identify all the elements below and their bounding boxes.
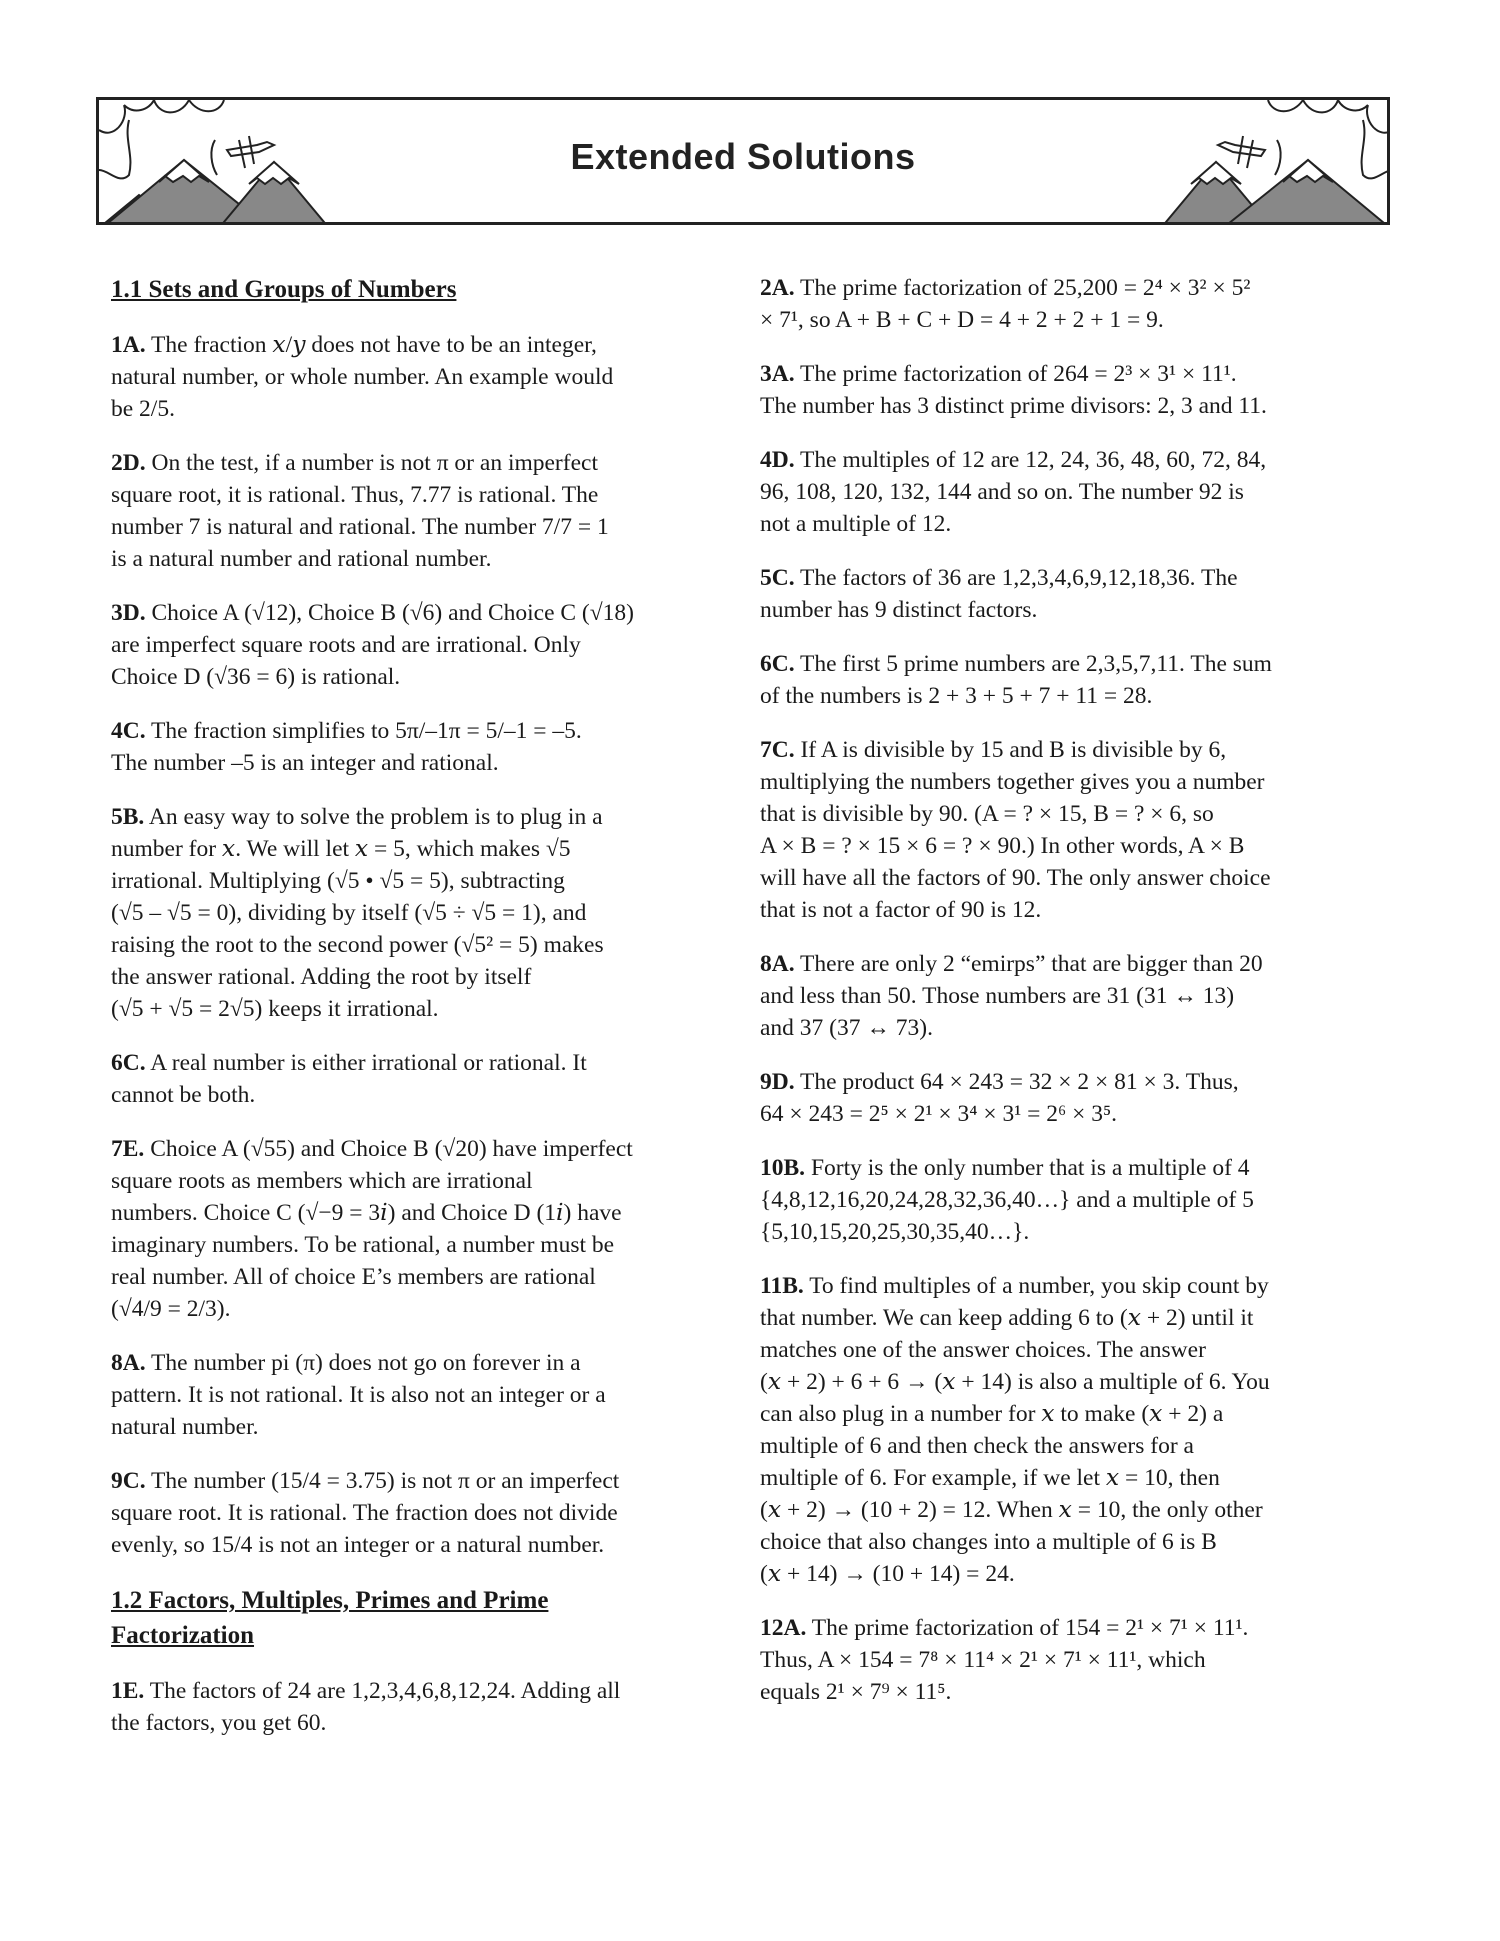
text-content: imaginary numbers. To be rational, a number must be [111, 1232, 615, 1258]
text-content: There are only 2 “emirps” that are bigger than 20 [794, 951, 1263, 977]
solution-paragraph [111, 597, 731, 693]
text-content: To find multiples of a number, you skip count by [803, 1273, 1269, 1299]
text-content: The number pi (π) does not go on forever in a [145, 1350, 581, 1376]
text-content: {4,8,12,16,20,24,28,32,36,40…} and a multiple of 5 [760, 1187, 1254, 1213]
text-content: choice that also changes into a multiple of 6 is B [760, 1529, 1217, 1555]
text-content: (𝑥 + 14) → (10 + 14) = 24. [760, 1561, 1015, 1587]
text-line [111, 961, 731, 993]
answer-label: 12A. [760, 1615, 807, 1641]
text-line [111, 1675, 731, 1707]
solution-paragraph [111, 801, 731, 1025]
solution-paragraph [760, 272, 1380, 336]
text-line [760, 1334, 1380, 1366]
text-content: Factorization [111, 1622, 255, 1649]
answer-label: 6C. [760, 651, 795, 677]
cloud-icon [99, 100, 224, 133]
text-content: An easy way to solve the problem is to plug in a [144, 804, 603, 830]
text-content: and less than 50. Those numbers are 31 (31 ↔ 13) [760, 983, 1235, 1009]
text-content: square root, it is rational. Thus, 7.77 is rational. The [111, 482, 599, 508]
text-content: × 7¹, so A + B + C + D = 4 + 2 + 2 + 1 = 9. [760, 307, 1164, 333]
text-line [760, 1676, 1380, 1708]
answer-label: 3D. [111, 600, 146, 626]
text-content: raising the root to the second power (√5² = 5) makes [111, 932, 604, 958]
solution-paragraph [111, 715, 731, 779]
answer-label: 11B. [760, 1273, 804, 1299]
text-content: multiple of 6 and then check the answers for a [760, 1433, 1194, 1459]
text-line [111, 801, 731, 833]
text-content: The multiples of 12 are 12, 24, 36, 48, 60, 72, 84, [794, 447, 1267, 473]
text-content: Choice D (√36 = 6) is rational. [111, 664, 401, 690]
text-content: numbers. Choice C (√−9 = 3𝑖) and Choice D (1𝑖) have [111, 1200, 622, 1226]
text-content: The number has 3 distinct prime divisors: 2, 3 and 11. [760, 393, 1267, 419]
text-content: of the numbers is 2 + 3 + 5 + 7 + 11 = 28. [760, 683, 1153, 709]
solution-paragraph [760, 1270, 1380, 1590]
text-line [760, 1612, 1380, 1644]
text-line [760, 680, 1380, 712]
cloud-icon [1268, 100, 1390, 133]
answer-label: 6C. [111, 1050, 146, 1076]
text-line [111, 897, 731, 929]
text-line [760, 1526, 1380, 1558]
text-line [760, 594, 1380, 626]
text-line [111, 1465, 731, 1497]
section-heading [111, 1583, 731, 1653]
left-column [111, 272, 731, 1761]
answer-label: 9C. [111, 1468, 146, 1494]
text-line [111, 1197, 731, 1229]
text-line [760, 1430, 1380, 1462]
text-line [760, 304, 1380, 336]
answer-label: 4C. [111, 718, 146, 744]
text-content: A real number is either irrational or rational. It [145, 1050, 587, 1076]
text-line [111, 929, 731, 961]
solution-paragraph [111, 1133, 731, 1325]
text-line [760, 766, 1380, 798]
text-content: The first 5 prime numbers are 2,3,5,7,11. The sum [794, 651, 1272, 677]
page-title: Extended Solutions [570, 136, 916, 177]
text-line [760, 1216, 1380, 1248]
text-line [111, 715, 731, 747]
text-content: evenly, so 15/4 is not an integer or a natural number. [111, 1532, 605, 1558]
text-content: The product 64 × 243 = 32 × 2 × 81 × 3. Thus, [794, 1069, 1239, 1095]
text-content: Choice A (√12), Choice B (√6) and Choice C (√18) [145, 600, 634, 626]
text-content: The fraction 𝑥/𝑦 does not have to be an integer, [145, 332, 597, 358]
text-content: Choice A (√55) and Choice B (√20) have imperfect [144, 1136, 633, 1162]
text-line [111, 1497, 731, 1529]
text-line [760, 1644, 1380, 1676]
text-line [111, 447, 731, 479]
text-line [111, 393, 731, 425]
text-line [760, 862, 1380, 894]
text-line [760, 476, 1380, 508]
text-line [111, 1583, 731, 1618]
right-column [760, 272, 1380, 1730]
text-line [111, 1347, 731, 1379]
text-content: The factors of 36 are 1,2,3,4,6,9,12,18,36. The [794, 565, 1238, 591]
text-content: (𝑥 + 2) → (10 + 2) = 12. When 𝑥 = 10, the only other [760, 1497, 1263, 1523]
text-line [111, 1079, 731, 1111]
text-content: 64 × 243 = 2⁵ × 2¹ × 3⁴ × 3¹ = 2⁶ × 3⁵. [760, 1101, 1118, 1127]
text-content: (√4/9 = 2/3). [111, 1296, 231, 1322]
text-line [111, 833, 731, 865]
text-content: irrational. Multiplying (√5 • √5 = 5), subtracting [111, 868, 565, 894]
solution-paragraph [111, 1675, 731, 1739]
answer-label: 3A. [760, 361, 795, 387]
text-line [111, 1133, 731, 1165]
text-line [760, 1098, 1380, 1130]
text-content: Thus, A × 154 = 7⁸ × 11⁴ × 2¹ × 7¹ × 11¹, which [760, 1647, 1206, 1673]
answer-label: 9D. [760, 1069, 795, 1095]
text-line [111, 1379, 731, 1411]
text-line [760, 1066, 1380, 1098]
header-banner [96, 97, 1390, 225]
text-content: that is divisible by 90. (A = ? × 15, B = ? × 6, so [760, 801, 1214, 827]
text-content: natural number. [111, 1414, 259, 1440]
text-line [760, 444, 1380, 476]
text-content: number has 9 distinct factors. [760, 597, 1038, 623]
text-line [111, 361, 731, 393]
answer-label: 8A. [760, 951, 795, 977]
text-content: be 2/5. [111, 396, 175, 422]
text-line [111, 272, 731, 307]
solution-paragraph [111, 1347, 731, 1443]
text-line [111, 1411, 731, 1443]
answer-label: 5C. [760, 565, 795, 591]
solution-paragraph [760, 948, 1380, 1044]
answer-label: 8A. [111, 1350, 146, 1376]
text-content: pattern. It is not rational. It is also not an integer or a [111, 1382, 606, 1408]
text-content: matches one of the answer choices. The answer [760, 1337, 1206, 1363]
text-line [111, 1618, 731, 1653]
text-content: that is not a factor of 90 is 12. [760, 897, 1042, 923]
text-content: The factors of 24 are 1,2,3,4,6,8,12,24. Adding all [144, 1678, 621, 1704]
text-content: {5,10,15,20,25,30,35,40…}. [760, 1219, 1030, 1245]
text-content: and 37 (37 ↔ 73). [760, 1015, 933, 1041]
text-line [111, 329, 731, 361]
text-line [760, 562, 1380, 594]
solution-paragraph [760, 444, 1380, 540]
text-content: The number (15/4 = 3.75) is not π or an imperfect [145, 1468, 620, 1494]
answer-label: 7C. [760, 737, 795, 763]
text-line [760, 1270, 1380, 1302]
answer-label: 2D. [111, 450, 146, 476]
text-line [760, 390, 1380, 422]
text-content: The prime factorization of 264 = 2³ × 3¹ × 11¹. [794, 361, 1237, 387]
answer-label: 5B. [111, 804, 145, 830]
text-content: The prime factorization of 25,200 = 2⁴ × 3² × 5² [794, 275, 1251, 301]
text-line [760, 358, 1380, 390]
solution-paragraph [760, 562, 1380, 626]
solution-paragraph [760, 1612, 1380, 1708]
text-content: cannot be both. [111, 1082, 256, 1108]
text-line [111, 865, 731, 897]
text-content: 96, 108, 120, 132, 144 and so on. The number 92 is [760, 479, 1244, 505]
text-line [111, 1229, 731, 1261]
text-line [760, 648, 1380, 680]
text-line [111, 661, 731, 693]
text-content: natural number, or whole number. An example would [111, 364, 614, 390]
solution-paragraph [111, 1465, 731, 1561]
text-content: number for 𝑥. We will let 𝑥 = 5, which makes √5 [111, 836, 571, 862]
text-content: The prime factorization of 154 = 2¹ × 7¹ × 11¹. [806, 1615, 1249, 1641]
text-line [111, 629, 731, 661]
text-line [760, 980, 1380, 1012]
solution-paragraph [760, 1066, 1380, 1130]
text-line [760, 1558, 1380, 1590]
solution-paragraph [760, 358, 1380, 422]
text-line [111, 747, 731, 779]
text-content: If A is divisible by 15 and B is divisible by 6, [794, 737, 1227, 763]
text-line [760, 948, 1380, 980]
text-line [760, 1398, 1380, 1430]
text-content: square root. It is rational. The fraction does not divide [111, 1500, 618, 1526]
answer-label: 7E. [111, 1136, 145, 1162]
text-content: equals 2¹ × 7⁹ × 11⁵. [760, 1679, 952, 1705]
text-content: 1.2 Factors, Multiples, Primes and Prime [111, 1587, 549, 1614]
text-line [760, 1494, 1380, 1526]
text-line [760, 508, 1380, 540]
text-content: that number. We can keep adding 6 to (𝑥 + 2) until it [760, 1305, 1254, 1331]
text-line [111, 1293, 731, 1325]
answer-label: 1E. [111, 1678, 145, 1704]
answer-label: 4D. [760, 447, 795, 473]
answer-label: 10B. [760, 1155, 806, 1181]
text-content: not a multiple of 12. [760, 511, 952, 537]
text-line [111, 1165, 731, 1197]
text-content: the factors, you get 60. [111, 1710, 327, 1736]
text-content: 1.1 Sets and Groups of Numbers [111, 276, 457, 303]
text-line [111, 543, 731, 575]
solution-paragraph [111, 329, 731, 425]
text-line [111, 993, 731, 1025]
text-line [111, 1707, 731, 1739]
text-line [111, 1047, 731, 1079]
text-line [111, 597, 731, 629]
text-line [111, 1529, 731, 1561]
text-line [760, 1302, 1380, 1334]
solution-paragraph [111, 447, 731, 575]
text-content: is a natural number and rational number. [111, 546, 492, 572]
text-line [760, 272, 1380, 304]
text-line [111, 511, 731, 543]
text-content: A × B = ? × 15 × 6 = ? × 90.) In other words, A × B [760, 833, 1245, 859]
text-content: can also plug in a number for 𝑥 to make (𝑥 + 2) a [760, 1401, 1224, 1427]
text-content: Forty is the only number that is a multiple of 4 [805, 1155, 1250, 1181]
text-content: On the test, if a number is not π or an imperfect [145, 450, 598, 476]
text-content: The fraction simplifies to 5π/–1π = 5/–1 = –5. [145, 718, 582, 744]
text-line [760, 1366, 1380, 1398]
text-line [760, 1184, 1380, 1216]
text-content: will have all the factors of 90. The only answer choice [760, 865, 1271, 891]
text-line [760, 1152, 1380, 1184]
solution-paragraph [760, 648, 1380, 712]
text-content: (𝑥 + 2) + 6 + 6 → (𝑥 + 14) is also a multiple of 6. You [760, 1369, 1270, 1395]
section-heading [111, 272, 731, 307]
text-content: number 7 is natural and rational. The number 7/7 = 1 [111, 514, 609, 540]
answer-label: 2A. [760, 275, 795, 301]
text-content: square roots as members which are irrational [111, 1168, 533, 1194]
text-content: multiplying the numbers together gives you a number [760, 769, 1265, 795]
text-line [760, 1012, 1380, 1044]
text-content: (√5 – √5 = 0), dividing by itself (√5 ÷ √5 = 1), and [111, 900, 587, 926]
text-line [760, 798, 1380, 830]
answer-label: 1A. [111, 332, 146, 358]
text-content: the answer rational. Adding the root by itself [111, 964, 532, 990]
text-line [760, 1462, 1380, 1494]
text-content: The number –5 is an integer and rational. [111, 750, 499, 776]
text-content: (√5 + √5 = 2√5) keeps it irrational. [111, 996, 439, 1022]
solution-paragraph [760, 734, 1380, 926]
text-content: multiple of 6. For example, if we let 𝑥 = 10, then [760, 1465, 1220, 1491]
text-line [760, 830, 1380, 862]
text-line [111, 1261, 731, 1293]
text-line [760, 894, 1380, 926]
text-content: real number. All of choice E’s members are rational [111, 1264, 596, 1290]
text-line [760, 734, 1380, 766]
solution-paragraph [111, 1047, 731, 1111]
solution-paragraph [760, 1152, 1380, 1248]
text-content: are imperfect square roots and are irrational. Only [111, 632, 581, 658]
text-line [111, 479, 731, 511]
